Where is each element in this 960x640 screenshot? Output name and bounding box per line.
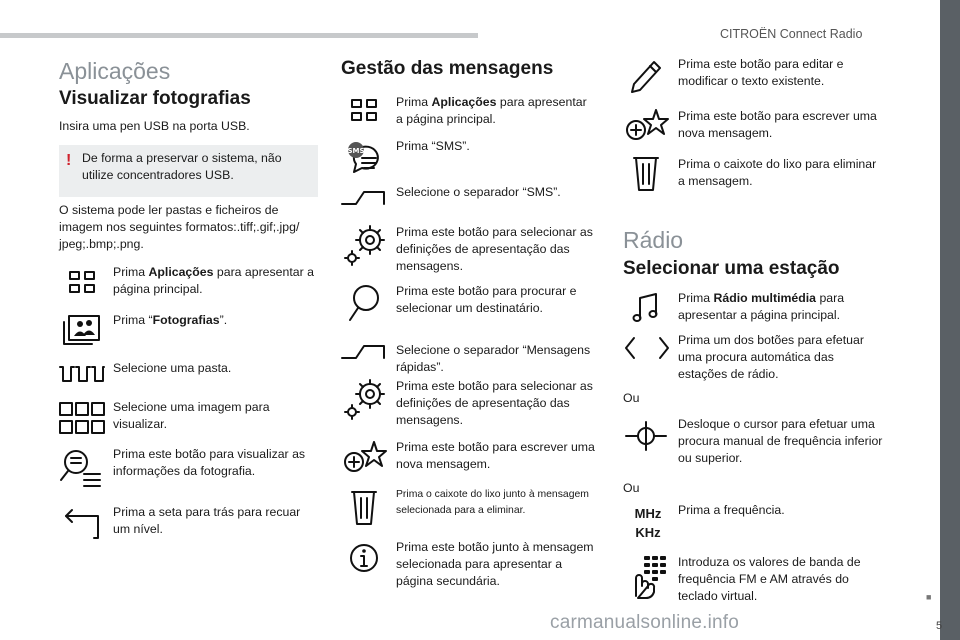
- item-text: Selecione o separador “Mensagens rápidas”.: [396, 343, 591, 374]
- list-item: [340, 92, 602, 136]
- new-message-icon: [622, 106, 670, 150]
- item-text: Prima o caixote do lixo para eliminar a mensagem.: [678, 157, 877, 188]
- list-item: [58, 308, 318, 352]
- page-number: 5: [936, 620, 943, 632]
- list-item: [340, 280, 602, 328]
- mhz-label: MHz: [634, 506, 662, 521]
- list-item: [340, 538, 602, 594]
- list-item: [622, 500, 884, 546]
- list-item: [340, 182, 602, 218]
- list-item: [340, 222, 602, 273]
- item-text: Prima este botão junto à mensagem selecionada para apresentar a página secundária.: [396, 540, 594, 588]
- list-item: [340, 436, 602, 480]
- list-item: [622, 414, 884, 466]
- back-arrow-icon: [58, 502, 106, 546]
- pencil-icon: [622, 54, 670, 98]
- warning-text: De forma a preservar o sistema, não utilize concentradores USB.: [82, 151, 282, 182]
- item-text: Prima Aplicações para apresentar a página principal.: [113, 265, 314, 296]
- item-text: Prima este botão para escrever uma nova mensagem.: [678, 109, 877, 140]
- apps-grid-icon: [340, 92, 388, 136]
- list-item: [622, 552, 884, 608]
- photos-icon: [58, 308, 106, 352]
- trash-icon: [340, 486, 388, 530]
- search-icon: [340, 280, 388, 324]
- list-item: [622, 152, 884, 196]
- khz-label: KHz: [635, 525, 661, 540]
- new-message-icon: [340, 436, 388, 480]
- list-item: [340, 136, 602, 180]
- chevrons-icon: [622, 330, 670, 374]
- info-icon: [340, 538, 388, 582]
- or-label: Ou: [623, 391, 640, 405]
- item-text: Prima este botão para escrever uma nova mensagem.: [396, 440, 595, 471]
- keypad-icon: [622, 552, 670, 596]
- item-text: Prima a seta para trás para recuar um nível.: [113, 505, 301, 536]
- settings-icon: [340, 222, 388, 266]
- list-item: [58, 397, 318, 441]
- folder-tabs-icon: [58, 357, 106, 401]
- music-note-icon: [622, 288, 670, 332]
- item-text: Selecione uma imagem para visualizar.: [113, 400, 270, 431]
- page-header: CITROËN Connect Radio: [720, 27, 863, 41]
- apps-grid-icon: [58, 262, 106, 306]
- info-search-icon: [58, 444, 106, 488]
- item-text: Selecione o separador “SMS”.: [396, 185, 561, 199]
- list-item: [622, 288, 884, 332]
- list-item: [340, 338, 602, 374]
- list-item: [622, 330, 884, 382]
- list-item: [58, 357, 318, 393]
- list-item: [58, 444, 318, 492]
- item-text: Prima “Fotografias”.: [113, 313, 228, 327]
- image-grid-icon: [58, 397, 106, 441]
- subtitle-selecionar-estacao: Selecionar uma estação: [623, 258, 840, 279]
- mhz-khz-icon: [622, 500, 670, 548]
- item-text: Introduza os valores de banda de frequência FM e AM através do teclado virtual.: [678, 555, 861, 603]
- item-text: Prima este botão para selecionar as definições de apresentação das mensagens.: [396, 225, 593, 273]
- section-title-radio: Rádio: [623, 227, 684, 253]
- trash-icon: [622, 152, 670, 196]
- item-text: Selecione uma pasta.: [113, 361, 232, 375]
- watermark: carmanualsonline.info: [550, 612, 740, 633]
- section-marker: ■: [926, 592, 932, 602]
- top-rule: [0, 33, 478, 38]
- item-text: Prima este botão para visualizar as informações da fotografia.: [113, 447, 306, 478]
- intro-text: Insira uma pen USB na porta USB.: [59, 119, 250, 133]
- item-text: Prima este botão para editar e modificar o texto existente.: [678, 57, 844, 88]
- item-text: Prima este botão para procurar e selecionar um destinatário.: [396, 284, 577, 315]
- svg-text:SMS: SMS: [347, 147, 365, 155]
- list-item: [58, 262, 318, 306]
- list-item: [58, 502, 318, 550]
- item-text: Prima Rádio multimédia para apresentar a página principal.: [678, 291, 845, 322]
- list-item: [622, 54, 884, 102]
- section-title-aplicacoes: Aplicações: [59, 58, 171, 84]
- list-item: [622, 106, 884, 150]
- warning-icon: !: [66, 152, 72, 169]
- slider-cursor-icon: [622, 414, 670, 458]
- item-text: Prima um dos botões para efetuar uma procura automática das estações de rádio.: [678, 333, 864, 381]
- subtitle-visualizar-fotografias: Visualizar fotografias: [59, 88, 251, 109]
- section-title-gestao-mensagens: Gestão das mensagens: [341, 58, 554, 79]
- side-tab: [940, 0, 960, 640]
- settings-icon: [340, 376, 388, 420]
- item-text: Prima Aplicações para apresentar a página principal.: [396, 95, 587, 126]
- list-item: [340, 486, 602, 530]
- item-text: Prima este botão para selecionar as definições de apresentação das mensagens.: [396, 379, 593, 427]
- sms-icon: [340, 136, 388, 180]
- warning-note: [59, 145, 318, 197]
- item-text: Prima a frequência.: [678, 503, 785, 517]
- item-text: Desloque o cursor para efetuar uma procura manual de frequência inferior ou superior.: [678, 417, 883, 465]
- item-text: Prima o caixote do lixo junto à mensagem selecionada para a eliminar.: [396, 489, 589, 516]
- list-item: [340, 376, 602, 428]
- item-text: Prima “SMS”.: [396, 139, 470, 153]
- formats-paragraph: O sistema pode ler pastas e ficheiros de imagem nos seguintes formatos:.tiff;.gif;.jpg/ jpeg;.bmp;.png.: [59, 203, 300, 251]
- tab-icon: [340, 182, 388, 226]
- or-label: Ou: [623, 481, 640, 495]
